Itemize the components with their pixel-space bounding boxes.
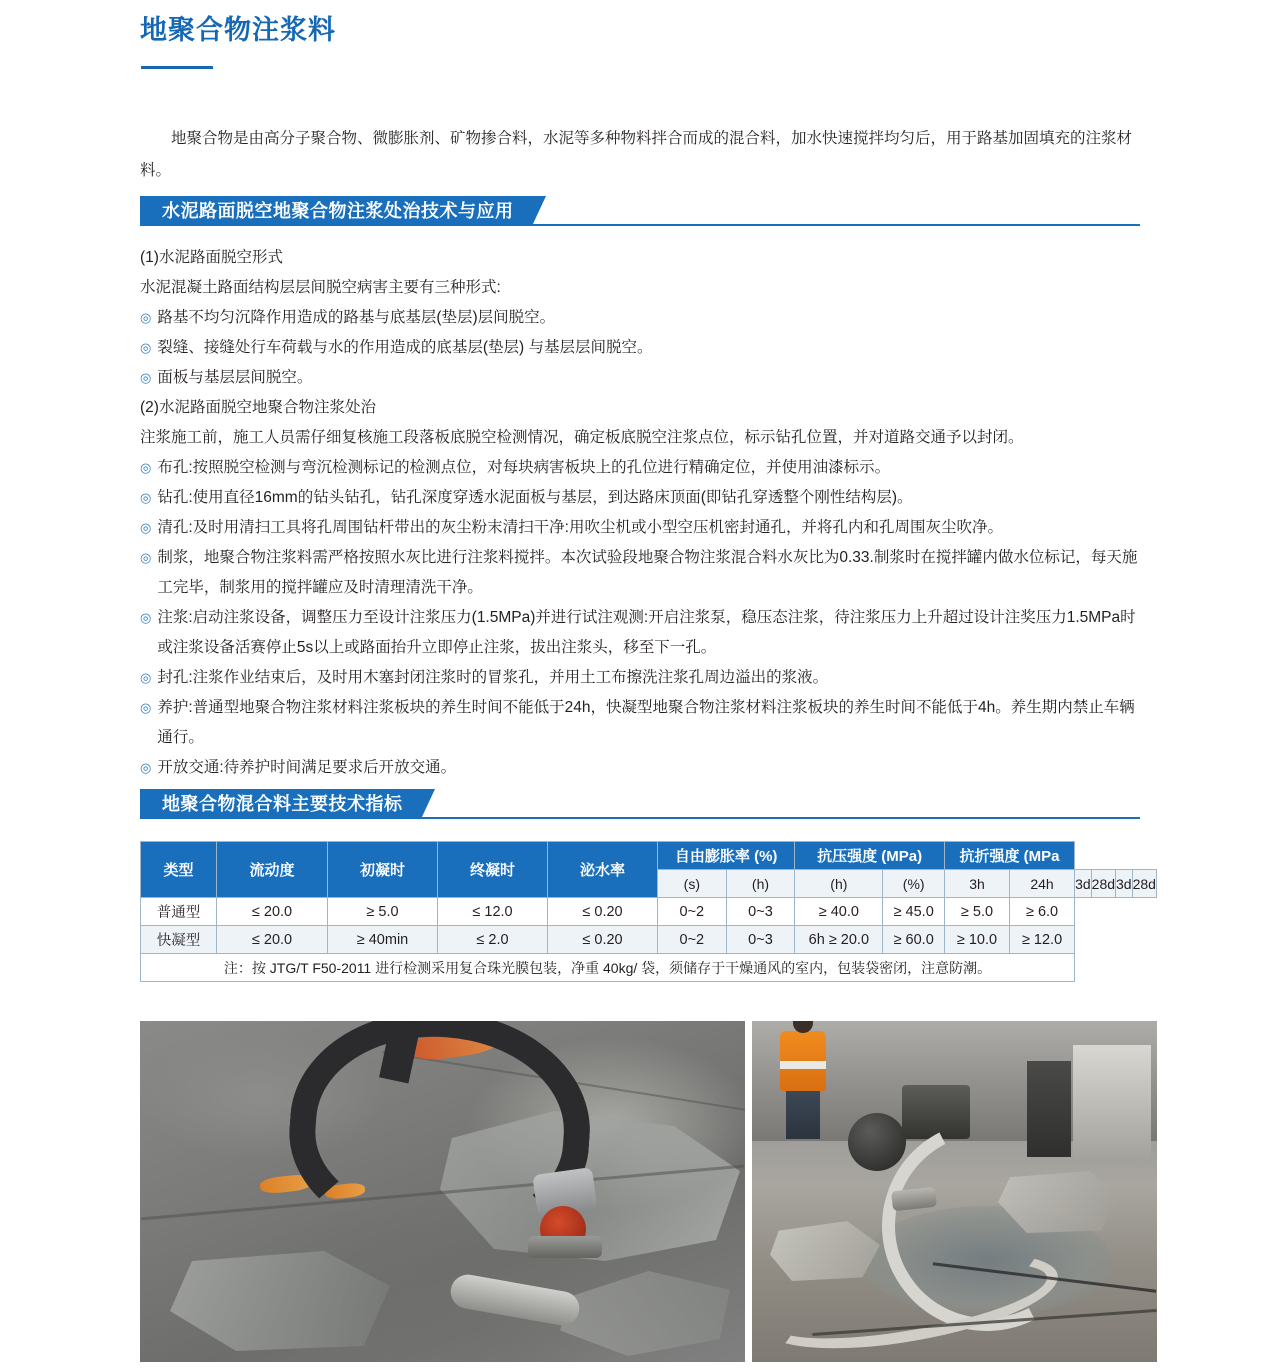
th-sub-flexural-3d: 3d <box>1116 870 1133 898</box>
body-bullet-text: 制浆，地聚合物注浆料需严格按照水灰比进行注浆料搅拌。本次试验段地聚合物注浆混合料水灰比为0.33.制浆时在搅拌罐内做水位标记，每天施工完毕，制浆用的搅拌罐应及时清理清洗干净。 <box>157 549 1138 596</box>
cell: ≤ 2.0 <box>438 926 548 954</box>
photo-row <box>140 1021 1157 1363</box>
th-sub-expansion-24h: 24h <box>1010 870 1075 898</box>
body-bullet-text: 路基不均匀沉降作用造成的路基与底基层(垫层)层间脱空。 <box>157 309 556 326</box>
th-sub-compressive-28d: 28d <box>1091 870 1115 898</box>
bullet-icon: ◎ <box>140 550 152 565</box>
spec-table-head <box>141 842 1157 898</box>
page-title: 地聚合物注浆料 <box>140 15 336 45</box>
section-underline-1 <box>140 224 1140 226</box>
th-initial-set: 初凝时 <box>328 842 438 898</box>
cell: ≤ 20.0 <box>217 898 328 926</box>
cell: ≥ 5.0 <box>944 898 1009 926</box>
spec-table-wrapper <box>140 841 1157 982</box>
body-bullet-item <box>140 303 1150 333</box>
body-bullet-text: 养护:普通型地聚合物注浆材料注浆板块的养生时间不能低于24h，快凝型地聚合物注浆材料注浆板块的养生时间不能低于4h。养生期内禁止车辆通行。 <box>157 699 1135 746</box>
cell: ≤ 20.0 <box>217 926 328 954</box>
th-sub-final-unit: (h) <box>795 870 883 898</box>
bullet-icon: ◎ <box>140 370 152 385</box>
body-bullet-item <box>140 753 1150 783</box>
page-bleed <box>0 1362 1280 1372</box>
th-sub-fluidity-unit: (s) <box>658 870 727 898</box>
table-row <box>141 926 1157 954</box>
cell: 0~3 <box>726 926 795 954</box>
photo-worker-grouting-site <box>752 1021 1157 1363</box>
cell: ≥ 60.0 <box>883 926 945 954</box>
mixing-drum <box>848 1113 906 1171</box>
cell: 0~3 <box>726 898 795 926</box>
th-sub-bleeding-unit: (%) <box>883 870 945 898</box>
body-bullet-item <box>140 333 1150 363</box>
bullet-icon: ◎ <box>140 340 152 355</box>
cell: ≥ 5.0 <box>328 898 438 926</box>
body-bullet-item <box>140 543 1150 603</box>
cell: ≥ 10.0 <box>944 926 1009 954</box>
cell: ≥ 40.0 <box>795 898 883 926</box>
cell: ≤ 0.20 <box>548 898 658 926</box>
cell: 0~2 <box>658 898 727 926</box>
bullet-icon: ◎ <box>140 490 152 505</box>
section-heading-1 <box>140 196 546 226</box>
body-bullet-text: 开放交通:待养护时间满足要求后开放交通。 <box>157 759 457 776</box>
th-sub-initial-unit: (h) <box>726 870 795 898</box>
th-sub-compressive-3d: 3d <box>1075 870 1092 898</box>
body-bullet-item <box>140 453 1150 483</box>
spec-table <box>140 841 1157 982</box>
spec-table-body <box>141 898 1157 982</box>
th-fluidity: 流动度 <box>217 842 328 898</box>
table-header-row <box>141 842 1157 870</box>
body-line: 注浆施工前，施工人员需仔细复核施工段落板底脱空检测情况，确定板底脱空注浆点位，标示钻孔位置，并对道路交通予以封闭。 <box>140 429 1024 446</box>
section-heading-2 <box>140 789 435 819</box>
bullet-icon: ◎ <box>140 460 152 475</box>
row-label: 快凝型 <box>141 926 217 954</box>
cell: ≥ 45.0 <box>883 898 945 926</box>
body-bullet-text: 钻孔:使用直径16mm的钻头钻孔，钻孔深度穿透水泥面板与基层，到达路床顶面(即钻孔穿透整个刚性结构层)。 <box>157 489 913 506</box>
body-line: (2)水泥路面脱空地聚合物注浆处治 <box>140 399 376 416</box>
bullet-icon: ◎ <box>140 700 152 715</box>
th-sub-flexural-28d: 28d <box>1132 870 1156 898</box>
vest-reflective-stripe <box>780 1061 826 1069</box>
body-bullet-item <box>140 603 1150 663</box>
cell: ≥ 6.0 <box>1010 898 1075 926</box>
body-bullet-text: 裂缝、接缝处行车荷载与水的作用造成的底基层(垫层) 与基层层间脱空。 <box>157 339 653 356</box>
worker-legs <box>786 1087 820 1139</box>
body-bullet-text: 清孔:及时用清扫工具将孔周围钻杆带出的灰尘粉末清扫干净:用吹尘机或小型空压机密封通孔，并将孔内和孔周围灰尘吹净。 <box>157 519 1003 536</box>
body-bullet-item <box>140 513 1150 543</box>
title-underline <box>141 66 213 69</box>
section-underline-2 <box>140 817 1140 819</box>
cell: ≤ 0.20 <box>548 926 658 954</box>
body-bullet-item <box>140 693 1150 753</box>
body-bullet-text: 注浆:启动注浆设备，调整压力至设计注浆压力(1.5MPa)并进行试注观测:开启注浆泵，稳压态注浆，待注浆压力上升超过设计注奖压力1.5MPa时或注浆设备活赛停止5s以上或路面抬升立即停止注浆，拔出注浆头，移至下一孔。 <box>157 609 1136 656</box>
concrete-block <box>1073 1045 1151 1157</box>
body-bullet-item <box>140 663 1150 693</box>
cell: 6h ≥ 20.0 <box>795 926 883 954</box>
cell: ≥ 40min <box>328 926 438 954</box>
bullet-icon: ◎ <box>140 670 152 685</box>
th-sub-expansion-3h: 3h <box>944 870 1009 898</box>
intro-paragraph: 地聚合物是由高分子聚合物、微膨胀剂、矿物掺合料，水泥等多种物料拌合而成的混合料，加水快速搅拌均匀后，用于路基加固填充的注浆材料。 <box>140 129 1133 179</box>
body-bullet-item <box>140 363 1150 393</box>
cell: ≥ 12.0 <box>1010 926 1075 954</box>
body-bullet-item <box>140 483 1150 513</box>
body-bullet-text: 面板与基层层间脱空。 <box>157 369 313 386</box>
body-bullet-text: 布孔:按照脱空检测与弯沉检测标记的检测点位，对每块病害板块上的孔位进行精确定位，并使用油漆标示。 <box>157 459 891 476</box>
section-heading-1-label: 水泥路面脱空地聚合物注浆处治技术与应用 <box>140 196 532 226</box>
body-bullet-text: 封孔:注浆作业结束后，及时用木塞封闭注浆时的冒浆孔，并用土工布擦洗注浆孔周边溢出的浆液。 <box>157 669 829 686</box>
section-heading-2-label: 地聚合物混合料主要技术指标 <box>140 789 421 819</box>
th-free-expansion: 自由膨胀率 (%) <box>658 842 795 870</box>
th-bleeding-rate: 泌水率 <box>548 842 658 898</box>
table-note-row <box>141 954 1157 982</box>
bullet-icon: ◎ <box>140 310 152 325</box>
bullet-icon: ◎ <box>140 760 152 775</box>
th-flexural-strength: 抗折强度 (MPa <box>944 842 1074 870</box>
table-row <box>141 898 1157 926</box>
th-type: 类型 <box>141 842 217 898</box>
row-label: 普通型 <box>141 898 217 926</box>
photo-grouting-hose-on-concrete-pavement <box>140 1021 745 1363</box>
bullet-icon: ◎ <box>140 520 152 535</box>
bullet-icon: ◎ <box>140 610 152 625</box>
body-line: (1)水泥路面脱空形式 <box>140 249 283 266</box>
section-heading-1-tail <box>532 196 546 226</box>
body-line: 水泥混凝土路面结构层层间脱空病害主要有三种形式: <box>140 279 501 296</box>
grouting-head-base <box>528 1236 602 1258</box>
th-compressive-strength: 抗压强度 (MPa) <box>795 842 945 870</box>
section-heading-2-tail <box>421 789 435 819</box>
cell: 0~2 <box>658 926 727 954</box>
cell: ≤ 12.0 <box>438 898 548 926</box>
th-final-set: 终凝时 <box>438 842 548 898</box>
table-note: 注：按 JTG/T F50-2011 进行检测采用复合珠光膜包装，净重 40kg/ 袋，须储存于干燥通风的室内，包装袋密闭，注意防潮。 <box>141 954 1075 982</box>
section-1-body <box>140 243 1150 783</box>
